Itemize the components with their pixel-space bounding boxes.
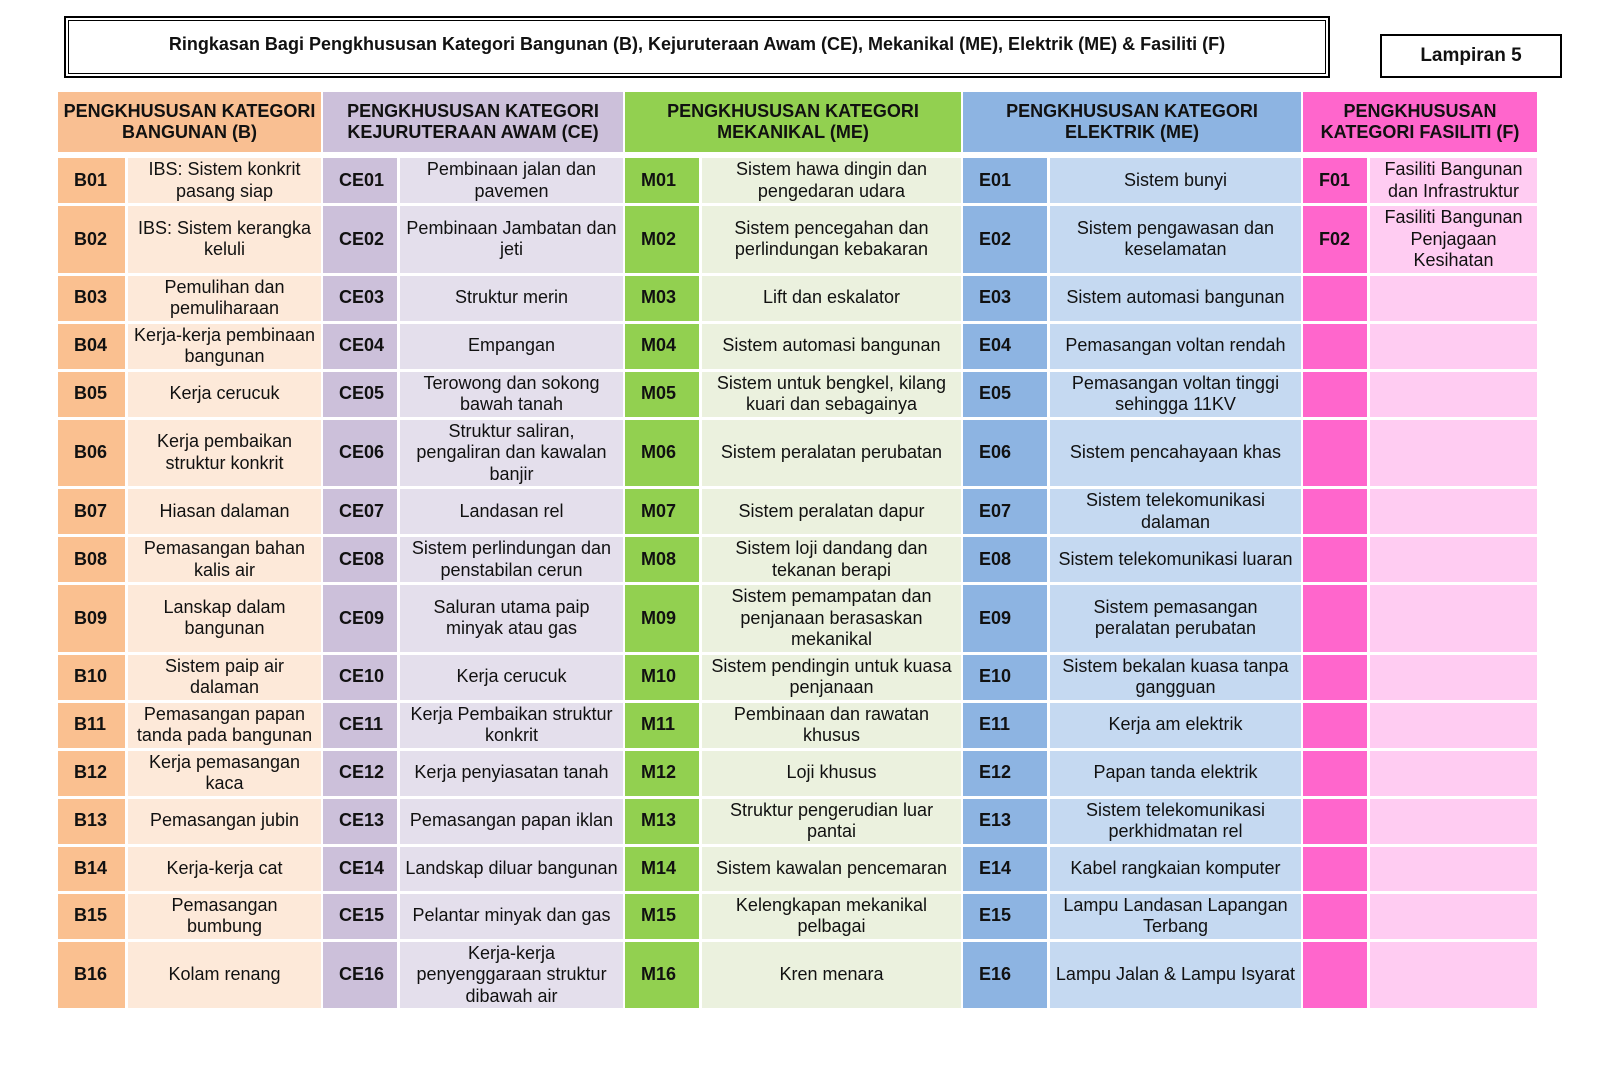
header-elektrik: PENGKHUSUSAN KATEGORI ELEKTRIK (ME) <box>963 92 1301 158</box>
fasiliti-description <box>1367 324 1537 372</box>
bangunan-code: B13 <box>58 799 125 847</box>
kejuruteraan-awam-code: CE08 <box>323 537 397 585</box>
mekanikal-code: M13 <box>625 799 699 847</box>
kejuruteraan-awam-description: Kerja-kerja penyenggaraan struktur dibawah air <box>397 942 623 1012</box>
mekanikal-code: M16 <box>625 942 699 1012</box>
kejuruteraan-awam-description: Empangan <box>397 324 623 372</box>
fasiliti-code <box>1303 489 1367 537</box>
bangunan-description: Kerja cerucuk <box>125 372 321 420</box>
kejuruteraan-awam-code: CE16 <box>323 942 397 1012</box>
bangunan-code: B16 <box>58 942 125 1012</box>
mekanikal-code: M14 <box>625 847 699 894</box>
fasiliti-code <box>1303 585 1367 655</box>
fasiliti-code <box>1303 894 1367 942</box>
kejuruteraan-awam-code: CE05 <box>323 372 397 420</box>
elektrik-description: Papan tanda elektrik <box>1047 751 1301 799</box>
elektrik-code: E16 <box>963 942 1047 1012</box>
elektrik-code: E08 <box>963 537 1047 585</box>
elektrik-code: E05 <box>963 372 1047 420</box>
document-title: Ringkasan Bagi Pengkhususan Kategori Bangunan (B), Kejuruteraan Awam (CE), Mekanikal (ME), Elektrik (ME) & Fasiliti (F) <box>68 20 1326 74</box>
fasiliti-description <box>1367 942 1537 1012</box>
bangunan-description: Hiasan dalaman <box>125 489 321 537</box>
elektrik-description: Sistem pemasangan peralatan perubatan <box>1047 585 1301 655</box>
bangunan-description: Pemasangan papan tanda pada bangunan <box>125 703 321 751</box>
bangunan-description: Kerja-kerja cat <box>125 847 321 894</box>
elektrik-code: E11 <box>963 703 1047 751</box>
kejuruteraan-awam-code: CE15 <box>323 894 397 942</box>
kejuruteraan-awam-description: Kerja cerucuk <box>397 655 623 703</box>
bangunan-code: B11 <box>58 703 125 751</box>
fasiliti-description <box>1367 894 1537 942</box>
mekanikal-code: M01 <box>625 158 699 206</box>
mekanikal-code: M12 <box>625 751 699 799</box>
kejuruteraan-awam-description: Struktur merin <box>397 276 623 324</box>
mekanikal-code: M08 <box>625 537 699 585</box>
fasiliti-code <box>1303 847 1367 894</box>
elektrik-description: Kabel rangkaian komputer <box>1047 847 1301 894</box>
mekanikal-code: M11 <box>625 703 699 751</box>
mekanikal-code: M03 <box>625 276 699 324</box>
elektrik-code: E13 <box>963 799 1047 847</box>
kejuruteraan-awam-description: Pembinaan Jambatan dan jeti <box>397 206 623 276</box>
fasiliti-description: Fasiliti Bangunan dan Infrastruktur <box>1367 158 1537 206</box>
elektrik-description: Lampu Landasan Lapangan Terbang <box>1047 894 1301 942</box>
mekanikal-description: Kelengkapan mekanikal pelbagai <box>699 894 961 942</box>
mekanikal-code: M10 <box>625 655 699 703</box>
fasiliti-description <box>1367 585 1537 655</box>
bangunan-code: B06 <box>58 420 125 490</box>
bangunan-description: Pemasangan bumbung <box>125 894 321 942</box>
fasiliti-code: F02 <box>1303 206 1367 276</box>
fasiliti-code <box>1303 703 1367 751</box>
kejuruteraan-awam-description: Struktur saliran, pengaliran dan kawalan banjir <box>397 420 623 490</box>
mekanikal-code: M04 <box>625 324 699 372</box>
fasiliti-description <box>1367 420 1537 490</box>
elektrik-code: E02 <box>963 206 1047 276</box>
mekanikal-description: Sistem pencegahan dan perlindungan kebakaran <box>699 206 961 276</box>
elektrik-description: Sistem bekalan kuasa tanpa gangguan <box>1047 655 1301 703</box>
kejuruteraan-awam-code: CE04 <box>323 324 397 372</box>
elektrik-description: Sistem pengawasan dan keselamatan <box>1047 206 1301 276</box>
fasiliti-description <box>1367 537 1537 585</box>
elektrik-code: E12 <box>963 751 1047 799</box>
mekanikal-code: M09 <box>625 585 699 655</box>
elektrik-description: Kerja am elektrik <box>1047 703 1301 751</box>
fasiliti-description <box>1367 489 1537 537</box>
fasiliti-description <box>1367 847 1537 894</box>
bangunan-description: Kerja pemasangan kaca <box>125 751 321 799</box>
kejuruteraan-awam-code: CE12 <box>323 751 397 799</box>
mekanikal-description: Sistem automasi bangunan <box>699 324 961 372</box>
fasiliti-code <box>1303 751 1367 799</box>
kejuruteraan-awam-description: Kerja penyiasatan tanah <box>397 751 623 799</box>
fasiliti-code <box>1303 537 1367 585</box>
bangunan-description: Lanskap dalam bangunan <box>125 585 321 655</box>
elektrik-description: Pemasangan voltan tinggi sehingga 11KV <box>1047 372 1301 420</box>
bangunan-code: B08 <box>58 537 125 585</box>
kejuruteraan-awam-code: CE07 <box>323 489 397 537</box>
mekanikal-code: M05 <box>625 372 699 420</box>
mekanikal-description: Loji khusus <box>699 751 961 799</box>
fasiliti-code <box>1303 276 1367 324</box>
mekanikal-description: Kren menara <box>699 942 961 1012</box>
kejuruteraan-awam-code: CE01 <box>323 158 397 206</box>
header-fasiliti: PENGKHUSUSAN KATEGORI FASILITI (F) <box>1303 92 1537 158</box>
fasiliti-description <box>1367 276 1537 324</box>
bangunan-code: B12 <box>58 751 125 799</box>
mekanikal-description: Sistem kawalan pencemaran <box>699 847 961 894</box>
kejuruteraan-awam-description: Pemasangan papan iklan <box>397 799 623 847</box>
bangunan-description: Pemasangan jubin <box>125 799 321 847</box>
fasiliti-code <box>1303 799 1367 847</box>
kejuruteraan-awam-code: CE02 <box>323 206 397 276</box>
title-box <box>64 16 1330 78</box>
fasiliti-description <box>1367 703 1537 751</box>
specialisation-table <box>58 92 1579 1011</box>
kejuruteraan-awam-description: Landasan rel <box>397 489 623 537</box>
elektrik-description: Sistem telekomunikasi dalaman <box>1047 489 1301 537</box>
kejuruteraan-awam-code: CE10 <box>323 655 397 703</box>
kejuruteraan-awam-code: CE03 <box>323 276 397 324</box>
fasiliti-code <box>1303 655 1367 703</box>
mekanikal-description: Lift dan eskalator <box>699 276 961 324</box>
fasiliti-description <box>1367 799 1537 847</box>
mekanikal-description: Sistem untuk bengkel, kilang kuari dan sebagainya <box>699 372 961 420</box>
kejuruteraan-awam-code: CE13 <box>323 799 397 847</box>
bangunan-code: B05 <box>58 372 125 420</box>
mekanikal-description: Sistem loji dandang dan tekanan berapi <box>699 537 961 585</box>
fasiliti-description <box>1367 655 1537 703</box>
mekanikal-description: Sistem peralatan perubatan <box>699 420 961 490</box>
elektrik-code: E10 <box>963 655 1047 703</box>
fasiliti-code <box>1303 420 1367 490</box>
kejuruteraan-awam-code: CE14 <box>323 847 397 894</box>
bangunan-description: IBS: Sistem konkrit pasang siap <box>125 158 321 206</box>
fasiliti-description <box>1367 372 1537 420</box>
fasiliti-description: Fasiliti Bangunan Penjagaan Kesihatan <box>1367 206 1537 276</box>
mekanikal-code: M15 <box>625 894 699 942</box>
elektrik-code: E03 <box>963 276 1047 324</box>
elektrik-description: Sistem automasi bangunan <box>1047 276 1301 324</box>
bangunan-description: Kerja-kerja pembinaan bangunan <box>125 324 321 372</box>
bangunan-description: Pemulihan dan pemuliharaan <box>125 276 321 324</box>
elektrik-description: Lampu Jalan & Lampu Isyarat <box>1047 942 1301 1012</box>
kejuruteraan-awam-code: CE09 <box>323 585 397 655</box>
fasiliti-code: F01 <box>1303 158 1367 206</box>
kejuruteraan-awam-description: Kerja Pembaikan struktur konkrit <box>397 703 623 751</box>
elektrik-description: Sistem telekomunikasi perkhidmatan rel <box>1047 799 1301 847</box>
fasiliti-description <box>1367 751 1537 799</box>
kejuruteraan-awam-description: Landskap diluar bangunan <box>397 847 623 894</box>
mekanikal-code: M07 <box>625 489 699 537</box>
bangunan-code: B14 <box>58 847 125 894</box>
kejuruteraan-awam-description: Pembinaan jalan dan pavemen <box>397 158 623 206</box>
mekanikal-description: Pembinaan dan rawatan khusus <box>699 703 961 751</box>
bangunan-code: B10 <box>58 655 125 703</box>
bangunan-code: B04 <box>58 324 125 372</box>
mekanikal-description: Sistem hawa dingin dan pengedaran udara <box>699 158 961 206</box>
kejuruteraan-awam-description: Terowong dan sokong bawah tanah <box>397 372 623 420</box>
elektrik-code: E15 <box>963 894 1047 942</box>
mekanikal-description: Sistem peralatan dapur <box>699 489 961 537</box>
bangunan-description: Kerja pembaikan struktur konkrit <box>125 420 321 490</box>
bangunan-description: Sistem paip air dalaman <box>125 655 321 703</box>
elektrik-description: Sistem bunyi <box>1047 158 1301 206</box>
elektrik-code: E07 <box>963 489 1047 537</box>
header-bangunan: PENGKHUSUSAN KATEGORI BANGUNAN (B) <box>58 92 321 158</box>
bangunan-code: B03 <box>58 276 125 324</box>
elektrik-code: E01 <box>963 158 1047 206</box>
elektrik-description: Sistem telekomunikasi luaran <box>1047 537 1301 585</box>
elektrik-code: E14 <box>963 847 1047 894</box>
mekanikal-description: Sistem pendingin untuk kuasa penjanaan <box>699 655 961 703</box>
header-mekanikal: PENGKHUSUSAN KATEGORI MEKANIKAL (ME) <box>625 92 961 158</box>
kejuruteraan-awam-description: Sistem perlindungan dan penstabilan cerun <box>397 537 623 585</box>
appendix-label: Lampiran 5 <box>1380 34 1562 78</box>
bangunan-code: B02 <box>58 206 125 276</box>
header-kejuruteraan-awam: PENGKHUSUSAN KATEGORI KEJURUTERAAN AWAM (CE) <box>323 92 623 158</box>
fasiliti-code <box>1303 942 1367 1012</box>
elektrik-code: E09 <box>963 585 1047 655</box>
elektrik-code: E06 <box>963 420 1047 490</box>
bangunan-code: B01 <box>58 158 125 206</box>
bangunan-description: Pemasangan bahan kalis air <box>125 537 321 585</box>
kejuruteraan-awam-code: CE06 <box>323 420 397 490</box>
kejuruteraan-awam-description: Pelantar minyak dan gas <box>397 894 623 942</box>
mekanikal-code: M06 <box>625 420 699 490</box>
bangunan-description: Kolam renang <box>125 942 321 1012</box>
bangunan-code: B07 <box>58 489 125 537</box>
kejuruteraan-awam-description: Saluran utama paip minyak atau gas <box>397 585 623 655</box>
elektrik-description: Pemasangan voltan rendah <box>1047 324 1301 372</box>
elektrik-description: Sistem pencahayaan khas <box>1047 420 1301 490</box>
fasiliti-code <box>1303 372 1367 420</box>
mekanikal-description: Sistem pemampatan dan penjanaan berasaskan mekanikal <box>699 585 961 655</box>
elektrik-code: E04 <box>963 324 1047 372</box>
bangunan-code: B09 <box>58 585 125 655</box>
kejuruteraan-awam-code: CE11 <box>323 703 397 751</box>
mekanikal-code: M02 <box>625 206 699 276</box>
mekanikal-description: Struktur pengerudian luar pantai <box>699 799 961 847</box>
fasiliti-code <box>1303 324 1367 372</box>
bangunan-description: IBS: Sistem kerangka keluli <box>125 206 321 276</box>
bangunan-code: B15 <box>58 894 125 942</box>
